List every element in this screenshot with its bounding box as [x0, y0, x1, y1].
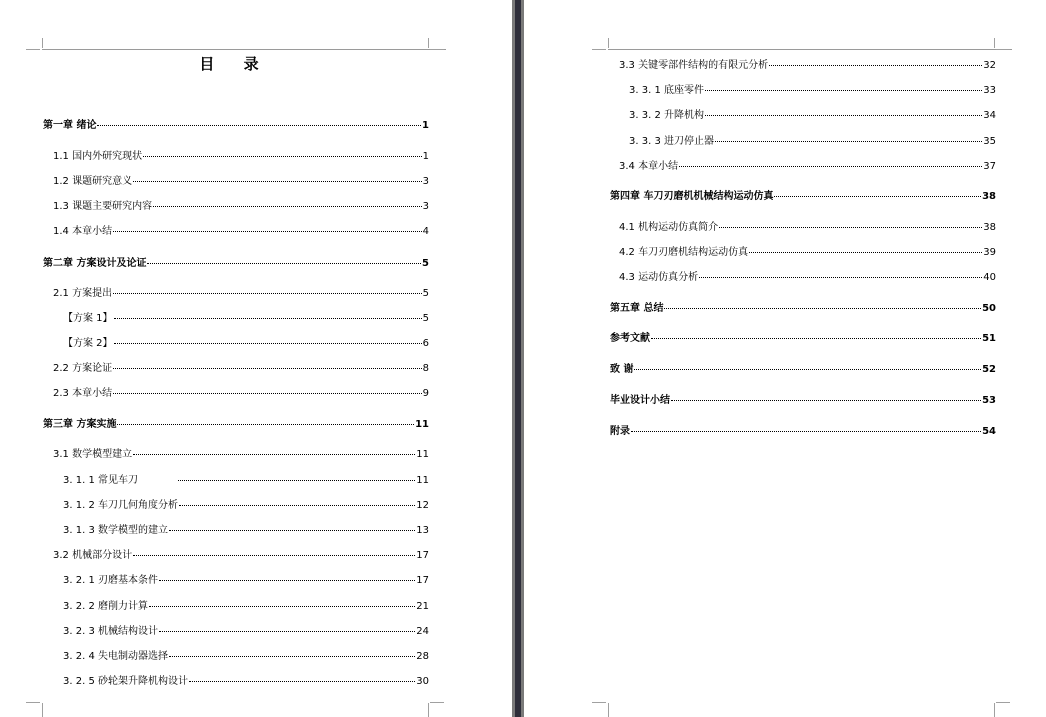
toc-entry-label: 第二章 方案设计及论证	[43, 258, 147, 269]
toc-entry-page: 52	[982, 364, 996, 375]
toc-entry-chapter-4[interactable]	[610, 190, 996, 203]
toc-entry-label: 3. 2. 3 机械结构设计	[63, 626, 158, 637]
toc-leader	[169, 656, 415, 657]
toc-entry-2-1[interactable]	[53, 287, 429, 300]
toc-entry-3-1[interactable]	[53, 448, 429, 461]
crop-mark-top-right	[994, 38, 997, 48]
toc-entry-label: 4.3 运动仿真分析	[619, 272, 699, 283]
toc-entry-page: 5	[422, 288, 429, 299]
document-page-right	[524, 0, 1046, 717]
toc-entry-3-2-4[interactable]	[63, 650, 429, 663]
toc-entry-3-2-3[interactable]	[63, 625, 429, 638]
toc-entry-label: 3. 2. 4 失电制动器选择	[63, 651, 168, 662]
toc-entry-label: 4.1 机构运动仿真简介	[619, 222, 719, 233]
toc-leader	[651, 338, 981, 339]
header-rule	[42, 49, 446, 50]
toc-entry-page: 50	[982, 303, 996, 314]
crop-mark-bottom-right	[994, 703, 997, 717]
crop-mark-top-left	[40, 38, 43, 48]
toc-entry-page: 38	[983, 222, 996, 233]
toc-entry-4-2[interactable]	[619, 246, 996, 259]
toc-entry-page: 40	[983, 272, 996, 283]
toc-leader	[149, 606, 415, 607]
toc-entry-acknowledgements[interactable]	[610, 363, 996, 376]
toc-leader	[114, 343, 422, 344]
toc-entry-page: 51	[982, 333, 996, 344]
toc-entry-page: 38	[982, 191, 996, 202]
toc-entry-4-3[interactable]	[619, 271, 996, 284]
toc-entry-label: 第一章 绪论	[43, 120, 97, 131]
crop-mark-bottom-left	[40, 703, 43, 717]
toc-entry-page: 9	[422, 388, 429, 399]
crop-mark-bottom-left	[606, 703, 609, 717]
toc-entry-3-3-3[interactable]	[629, 135, 996, 148]
toc-entry-page: 13	[416, 525, 429, 536]
toc-entry-label: 1.3 课题主要研究内容	[53, 201, 153, 212]
toc-entry-label: 2.1 方案提出	[53, 288, 113, 299]
toc-entry-page: 21	[416, 601, 429, 612]
toc-entry-3-1-3[interactable]	[63, 524, 429, 537]
toc-entry-page: 28	[416, 651, 429, 662]
toc-entry-design-summary[interactable]	[610, 394, 996, 407]
toc-entry-page: 11	[416, 475, 429, 486]
toc-entry-label: 3. 2. 1 刃磨基本条件	[63, 575, 158, 586]
toc-entry-page: 3	[422, 176, 429, 187]
toc-entry-page: 54	[982, 426, 996, 437]
toc-entry-page: 30	[416, 676, 429, 687]
toc-leader	[169, 530, 415, 531]
toc-entry-label: 3. 1. 2 车刀几何角度分析	[63, 500, 178, 511]
toc-entry-scheme-2[interactable]	[63, 337, 429, 350]
toc-leader	[113, 231, 422, 232]
toc-entry-label: 1.4 本章小结	[53, 226, 113, 237]
toc-entry-label: 第三章 方案实施	[43, 419, 117, 430]
toc-entry-references[interactable]	[610, 332, 996, 345]
toc-entry-label: 第四章 车刀刃磨机机械结构运动仿真	[610, 191, 774, 202]
crop-mark-top-right-h	[996, 48, 1010, 50]
toc-entry-3-3[interactable]	[619, 59, 996, 72]
crop-mark-top-left-h	[26, 48, 40, 50]
toc-leader	[664, 308, 981, 309]
toc-leader	[147, 263, 421, 264]
toc-entry-page: 5	[422, 313, 429, 324]
toc-entry-2-2[interactable]	[53, 362, 429, 375]
crop-mark-bottom-right-h	[996, 702, 1010, 704]
toc-entry-label: 【方案 2】	[63, 338, 113, 349]
toc-entry-page: 17	[416, 550, 429, 561]
toc-entry-page: 34	[983, 110, 996, 121]
toc-entry-label: 附录	[610, 426, 630, 437]
toc-leader	[179, 505, 415, 506]
toc-entry-label: 3. 1. 1 常见车刀	[63, 475, 138, 486]
toc-entry-label: 3. 2. 5 砂轮架升降机构设计	[63, 676, 188, 687]
toc-entry-chapter-5[interactable]	[610, 302, 996, 315]
toc-entry-page: 1	[422, 120, 429, 131]
toc-entry-page: 24	[416, 626, 429, 637]
crop-mark-bottom-left-h	[592, 702, 606, 704]
toc-entry-3-3-2[interactable]	[629, 109, 996, 122]
toc-entry-3-4[interactable]	[619, 160, 996, 173]
toc-leader	[705, 90, 982, 91]
toc-entry-page: 53	[982, 395, 996, 406]
toc-entry-page: 33	[983, 85, 996, 96]
crop-mark-bottom-right	[428, 703, 431, 717]
toc-entry-page: 12	[416, 500, 429, 511]
document-page-left	[0, 0, 512, 717]
toc-entry-label: 3. 1. 3 数学模型的建立	[63, 525, 168, 536]
toc-leader	[189, 681, 415, 682]
toc-entry-label: 3.1 数学模型建立	[53, 449, 133, 460]
toc-entry-1-3[interactable]	[53, 200, 429, 213]
toc-entry-label: 毕业设计小结	[610, 395, 670, 406]
toc-leader	[679, 166, 982, 167]
toc-leader	[634, 369, 981, 370]
toc-leader	[774, 196, 981, 197]
toc-leader	[631, 431, 981, 432]
toc-entry-page: 1	[422, 151, 429, 162]
toc-entry-page: 37	[983, 161, 996, 172]
toc-entry-appendix[interactable]	[610, 425, 996, 438]
toc-leader	[133, 555, 415, 556]
toc-entry-1-2[interactable]	[53, 175, 429, 188]
toc-entry-label: 3.2 机械部分设计	[53, 550, 133, 561]
crop-mark-top-right	[428, 38, 431, 48]
toc-leader	[133, 181, 422, 182]
toc-entry-label: 2.3 本章小结	[53, 388, 113, 399]
toc-entry-3-1-1[interactable]	[63, 474, 429, 487]
toc-entry-label: 【方案 1】	[63, 313, 113, 324]
toc-leader	[133, 454, 415, 455]
toc-entry-scheme-1[interactable]	[63, 312, 429, 325]
toc-leader	[705, 115, 982, 116]
toc-entry-page: 32	[983, 60, 996, 71]
toc-leader	[143, 156, 422, 157]
toc-leader	[749, 252, 982, 253]
toc-entry-label: 3. 3. 3 进刀停止器	[629, 136, 714, 147]
toc-leader	[719, 227, 982, 228]
toc-entry-chapter-1[interactable]	[43, 119, 429, 132]
toc-entry-3-1-2[interactable]	[63, 499, 429, 512]
crop-mark-bottom-left-h	[26, 702, 40, 704]
toc-entry-3-2-5[interactable]	[63, 675, 429, 688]
toc-entry-label: 1.2 课题研究意义	[53, 176, 133, 187]
toc-leader	[699, 277, 982, 278]
toc-entry-4-1[interactable]	[619, 221, 996, 234]
toc-leader	[153, 206, 422, 207]
toc-entry-page: 11	[415, 419, 429, 430]
toc-entry-3-2-2[interactable]	[63, 600, 429, 613]
toc-entry-page: 5	[422, 258, 429, 269]
toc-leader	[113, 393, 422, 394]
toc-leader	[113, 368, 422, 369]
toc-entry-label: 4.2 车刀刃磨机结构运动仿真	[619, 247, 749, 258]
toc-leader	[113, 293, 422, 294]
toc-entry-label: 3. 2. 2 磨削力计算	[63, 601, 148, 612]
toc-entry-label: 参考文献	[610, 333, 650, 344]
toc-entry-page: 4	[422, 226, 429, 237]
toc-entry-page: 3	[422, 201, 429, 212]
toc-leader	[114, 318, 422, 319]
toc-entry-page: 17	[416, 575, 429, 586]
toc-entry-chapter-3[interactable]	[43, 418, 429, 431]
toc-entry-chapter-2[interactable]	[43, 257, 429, 270]
toc-entry-label: 3.4 本章小结	[619, 161, 679, 172]
toc-entry-label: 3.3 关键零部件结构的有限元分析	[619, 60, 769, 71]
toc-title: 目 录	[199, 55, 271, 73]
crop-mark-top-left-h	[592, 48, 606, 50]
toc-entry-1-4[interactable]	[53, 225, 429, 238]
toc-entry-page: 35	[983, 136, 996, 147]
toc-entry-label: 2.2 方案论证	[53, 363, 113, 374]
toc-entry-page: 39	[983, 247, 996, 258]
toc-entry-page: 11	[416, 449, 429, 460]
toc-leader	[117, 424, 414, 425]
page-gap-divider	[512, 0, 524, 717]
toc-entry-3-2[interactable]	[53, 549, 429, 562]
toc-entry-1-1[interactable]	[53, 150, 429, 163]
toc-entry-label: 3. 3. 1 底座零件	[629, 85, 704, 96]
toc-entry-label: 致 谢	[610, 364, 634, 375]
toc-entry-2-3[interactable]	[53, 387, 429, 400]
toc-entry-label: 1.1 国内外研究现状	[53, 151, 143, 162]
toc-leader	[159, 580, 415, 581]
toc-entry-page: 6	[422, 338, 429, 349]
crop-mark-top-left	[606, 38, 609, 48]
toc-entry-label: 第五章 总结	[610, 303, 664, 314]
crop-mark-top-right-h	[430, 48, 444, 50]
toc-leader	[97, 125, 421, 126]
toc-leader	[769, 65, 982, 66]
toc-leader	[671, 400, 981, 401]
toc-leader	[159, 631, 415, 632]
toc-leader	[178, 480, 415, 481]
toc-entry-3-2-1[interactable]	[63, 574, 429, 587]
toc-entry-page: 8	[422, 363, 429, 374]
toc-leader	[715, 141, 982, 142]
header-rule	[608, 49, 1012, 50]
toc-entry-label: 3. 3. 2 升降机构	[629, 110, 704, 121]
toc-entry-3-3-1[interactable]	[629, 84, 996, 97]
crop-mark-bottom-right-h	[430, 702, 444, 704]
